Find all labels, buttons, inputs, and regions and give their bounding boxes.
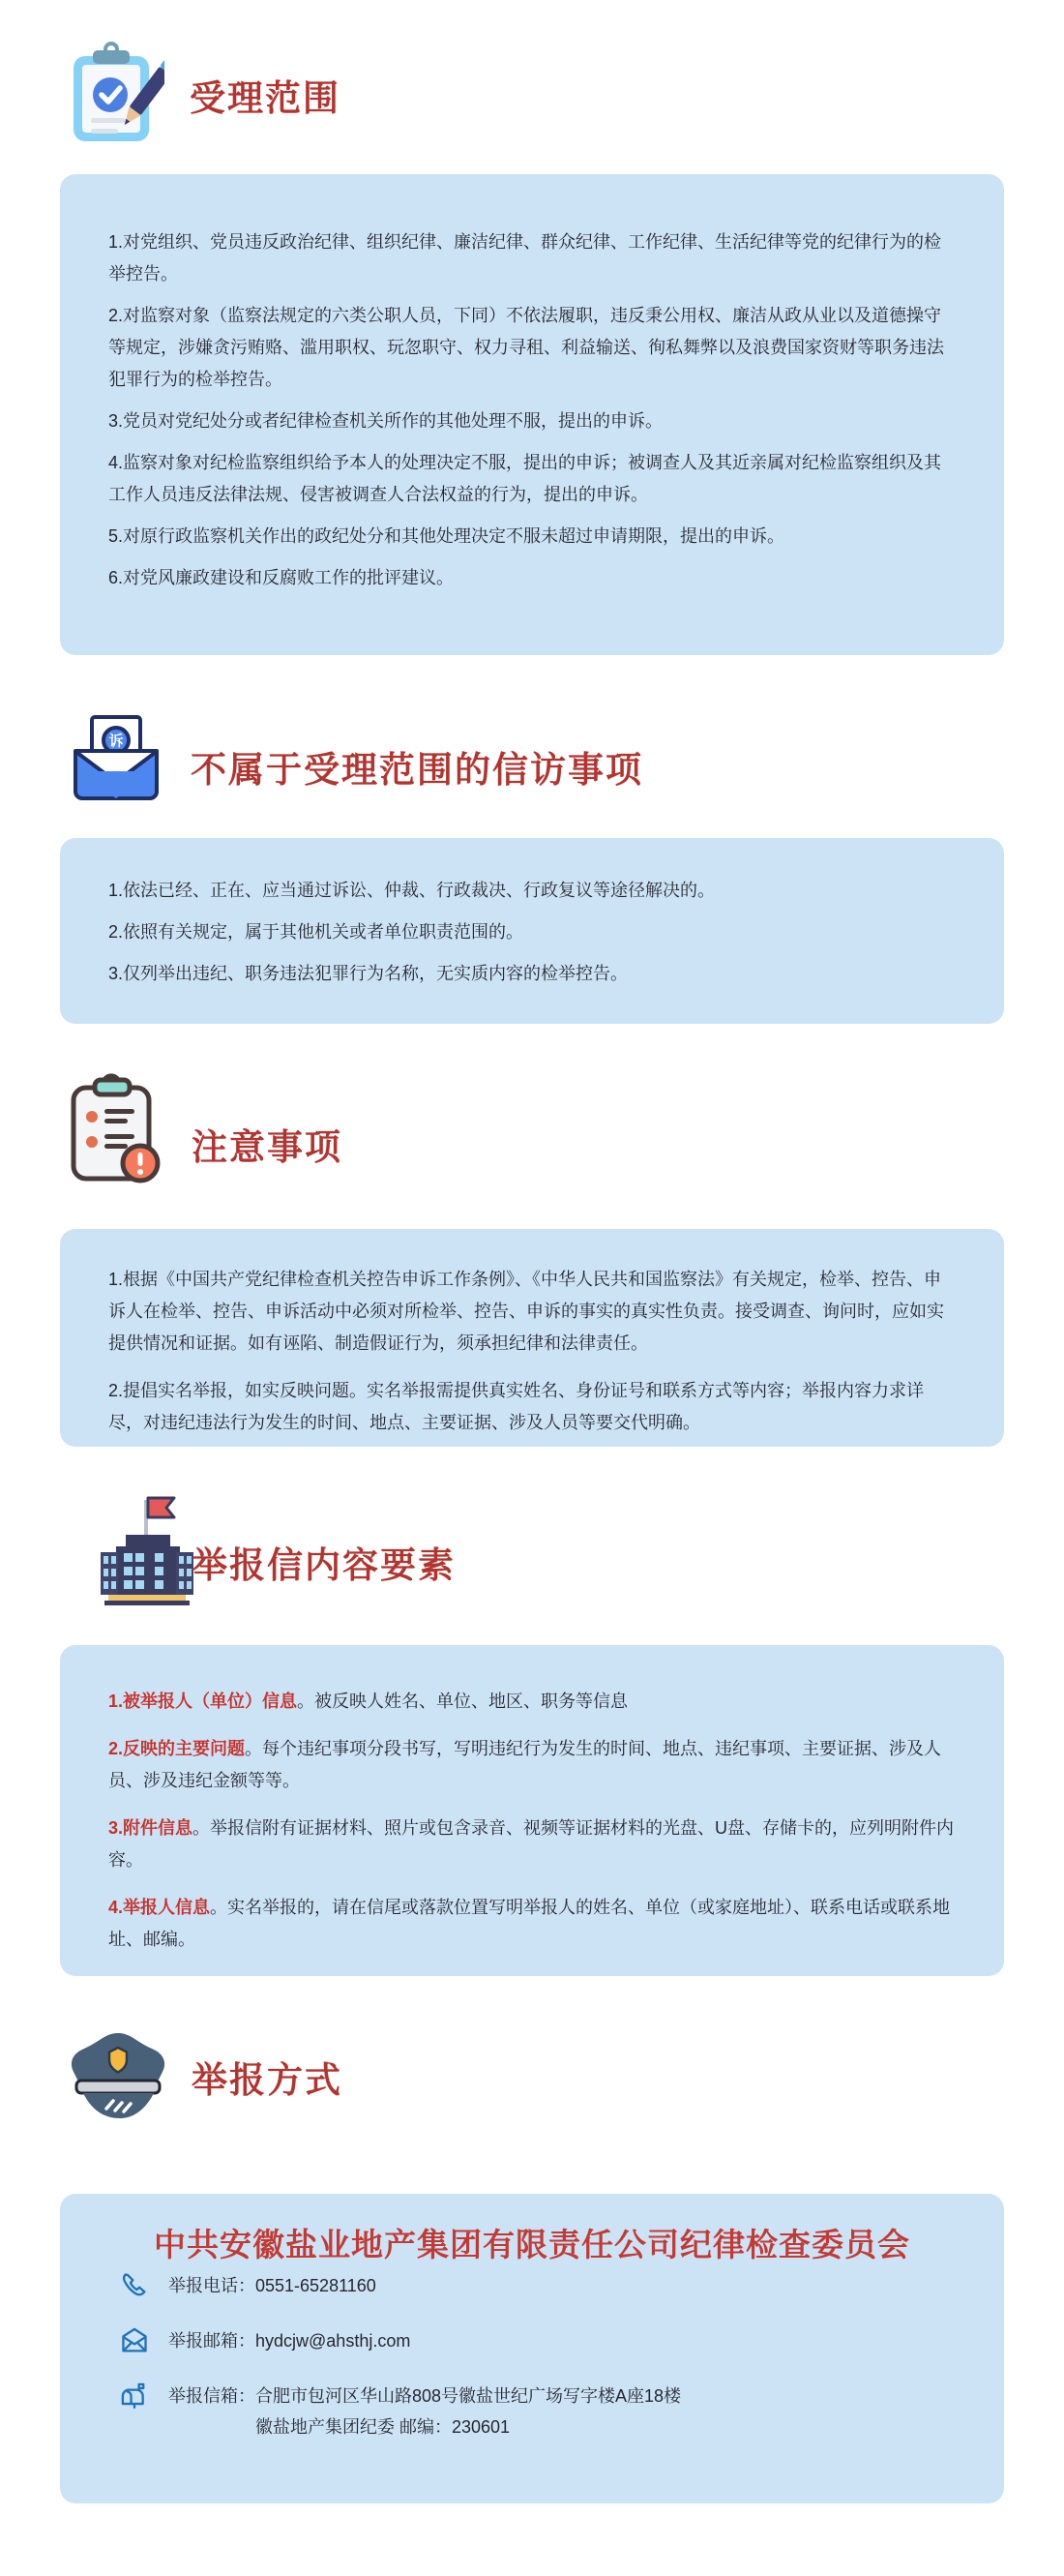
card-paragraph: 2.对监察对象（监察法规定的六类公职人员，下同）不依法履职，违反秉公用权、廉洁从政从业以及道德操守等规定，涉嫌贪污贿赂、滥用职权、玩忽职守、权力寻租、利益输送、徇私舞弊以及浪费国家资财等职务违法犯罪行为的检举控告。 (108, 306, 944, 389)
organization-name: 中共安徽盐业地产集团有限责任公司纪律检查委员会 (154, 2227, 910, 2262)
card-paragraph: 2.提倡实名举报，如实反映问题。实名举报需提供真实姓名、身份证号和联系方式等内容；举报内容力求详尽，对违纪违法行为发生的时间、地点、主要证据、涉及人员等要交代明确。 (108, 1381, 925, 1432)
card-paragraph: 1.对党组织、党员违反政治纪律、组织纪律、廉洁纪律、群众纪律、工作纪律、生活纪律等党的纪律行为的检举控告。 (108, 232, 942, 284)
report-methods-card (60, 2194, 1004, 2503)
report-element-rest: 。实名举报的，请在信尾或落款位置写明举报人的姓名、单位（或家庭地址）、联系电话或联系地址、邮编。 (108, 1898, 951, 1949)
card-paragraph: 1.依法已经、正在、应当通过诉讼、仲裁、行政裁决、行政复议等途径解决的。 (108, 881, 716, 900)
report-element-lead: 1.被举报人（单位）信息 (108, 1692, 298, 1711)
report-element-lead: 4.举报人信息 (108, 1898, 211, 1917)
card-paragraph (108, 1733, 956, 1797)
card-paragraph: 3.党员对党纪处分或者纪律检查机关所作的其他处理不服，提出的申诉。 (108, 411, 664, 431)
report-element-rest: 。被反映人姓名、单位、地区、职务等信息 (297, 1692, 629, 1711)
contact-row-mailbox (120, 2381, 958, 2442)
card-paragraph: 6.对党风廉政建设和反腐败工作的批评建议。 (108, 568, 455, 587)
section-title-report-methods: 举报方式 (192, 2060, 342, 2100)
building-flag-icon (95, 1492, 199, 1613)
section-title-notes: 注意事项 (192, 1127, 342, 1167)
card-paragraph (108, 1812, 956, 1876)
clipboard-check-pen-icon (68, 39, 164, 152)
report-element-lead: 2.反映的主要问题 (108, 1739, 246, 1758)
card-paragraph: 2.依照有关规定，属于其他机关或者单位职责范围的。 (108, 922, 524, 942)
envelope-letter-icon (72, 714, 161, 806)
report-element-rest: 。每个违纪事项分段书写，写明违纪行为发生的时间、地点、违纪事项、主要证据、涉及人员、涉及违纪金额等等。 (108, 1739, 942, 1790)
section-title-not-accepted: 不属于受理范围的信访事项 (191, 750, 643, 790)
contact-row-phone (120, 2270, 958, 2301)
svg-text:诉: 诉 (108, 733, 124, 750)
report-mail-address-line2: 徽盐地产集团纪委 邮编：230601 (255, 2417, 511, 2437)
email-icon (120, 2326, 149, 2355)
report-phone: 举报电话：0551-65281160 (168, 2276, 376, 2295)
police-hat-icon (66, 2030, 170, 2124)
mailbox-icon (120, 2381, 149, 2411)
card-paragraph: 4.监察对象对纪检监察组织给予本人的处理决定不服，提出的申诉；被调查人及其近亲属对纪检监察组织及其工作人员违反法律法规、侵害被调查人合法权益的行为，提出的申诉。 (108, 453, 942, 504)
report-letter-elements-card (60, 1645, 1004, 1976)
report-email: 举报邮箱：hydcjw@ahsthj.com (168, 2331, 411, 2351)
notes-card (60, 1229, 1004, 1447)
report-mail-address: 举报信箱：合肥市包河区华山路808号徽盐世纪广场写字楼A座18楼 (168, 2386, 682, 2406)
section-title-acceptance-scope: 受理范围 (190, 78, 340, 118)
card-paragraph: 5.对原行政监察机关作出的政纪处分和其他处理决定不服未超过申请期限，提出的申诉。 (108, 526, 785, 546)
not-accepted-card (60, 838, 1004, 1024)
phone-icon (120, 2271, 149, 2300)
card-paragraph: 3.仅列举出违纪、职务违法犯罪行为名称，无实质内容的检举控告。 (108, 964, 629, 983)
card-paragraph (108, 1686, 956, 1718)
clipboard-warning-icon (66, 1070, 164, 1191)
contact-row-email (120, 2325, 958, 2356)
card-paragraph (108, 1892, 956, 1956)
report-element-rest: 。举报信附有证据材料、照片或包含录音、视频等证据材料的光盘、U盘、存储卡的，应列明附件内容。 (108, 1818, 955, 1870)
acceptance-scope-card (60, 174, 1004, 655)
section-title-report-letter-elements: 举报信内容要素 (192, 1545, 456, 1585)
report-element-lead: 3.附件信息 (108, 1818, 193, 1838)
card-paragraph: 1.根据《中国共产党纪律检查机关控告申诉工作条例》、《中华人民共和国监察法》有关规定，检举、控告、申诉人在检举、控告、申诉活动中必须对所检举、控告、申诉的事实的真实性负责。接受调查、询问时，应如实提供情况和证据。如有诬陷、制造假证行为，须承担纪律和法律责任。 (108, 1270, 944, 1353)
